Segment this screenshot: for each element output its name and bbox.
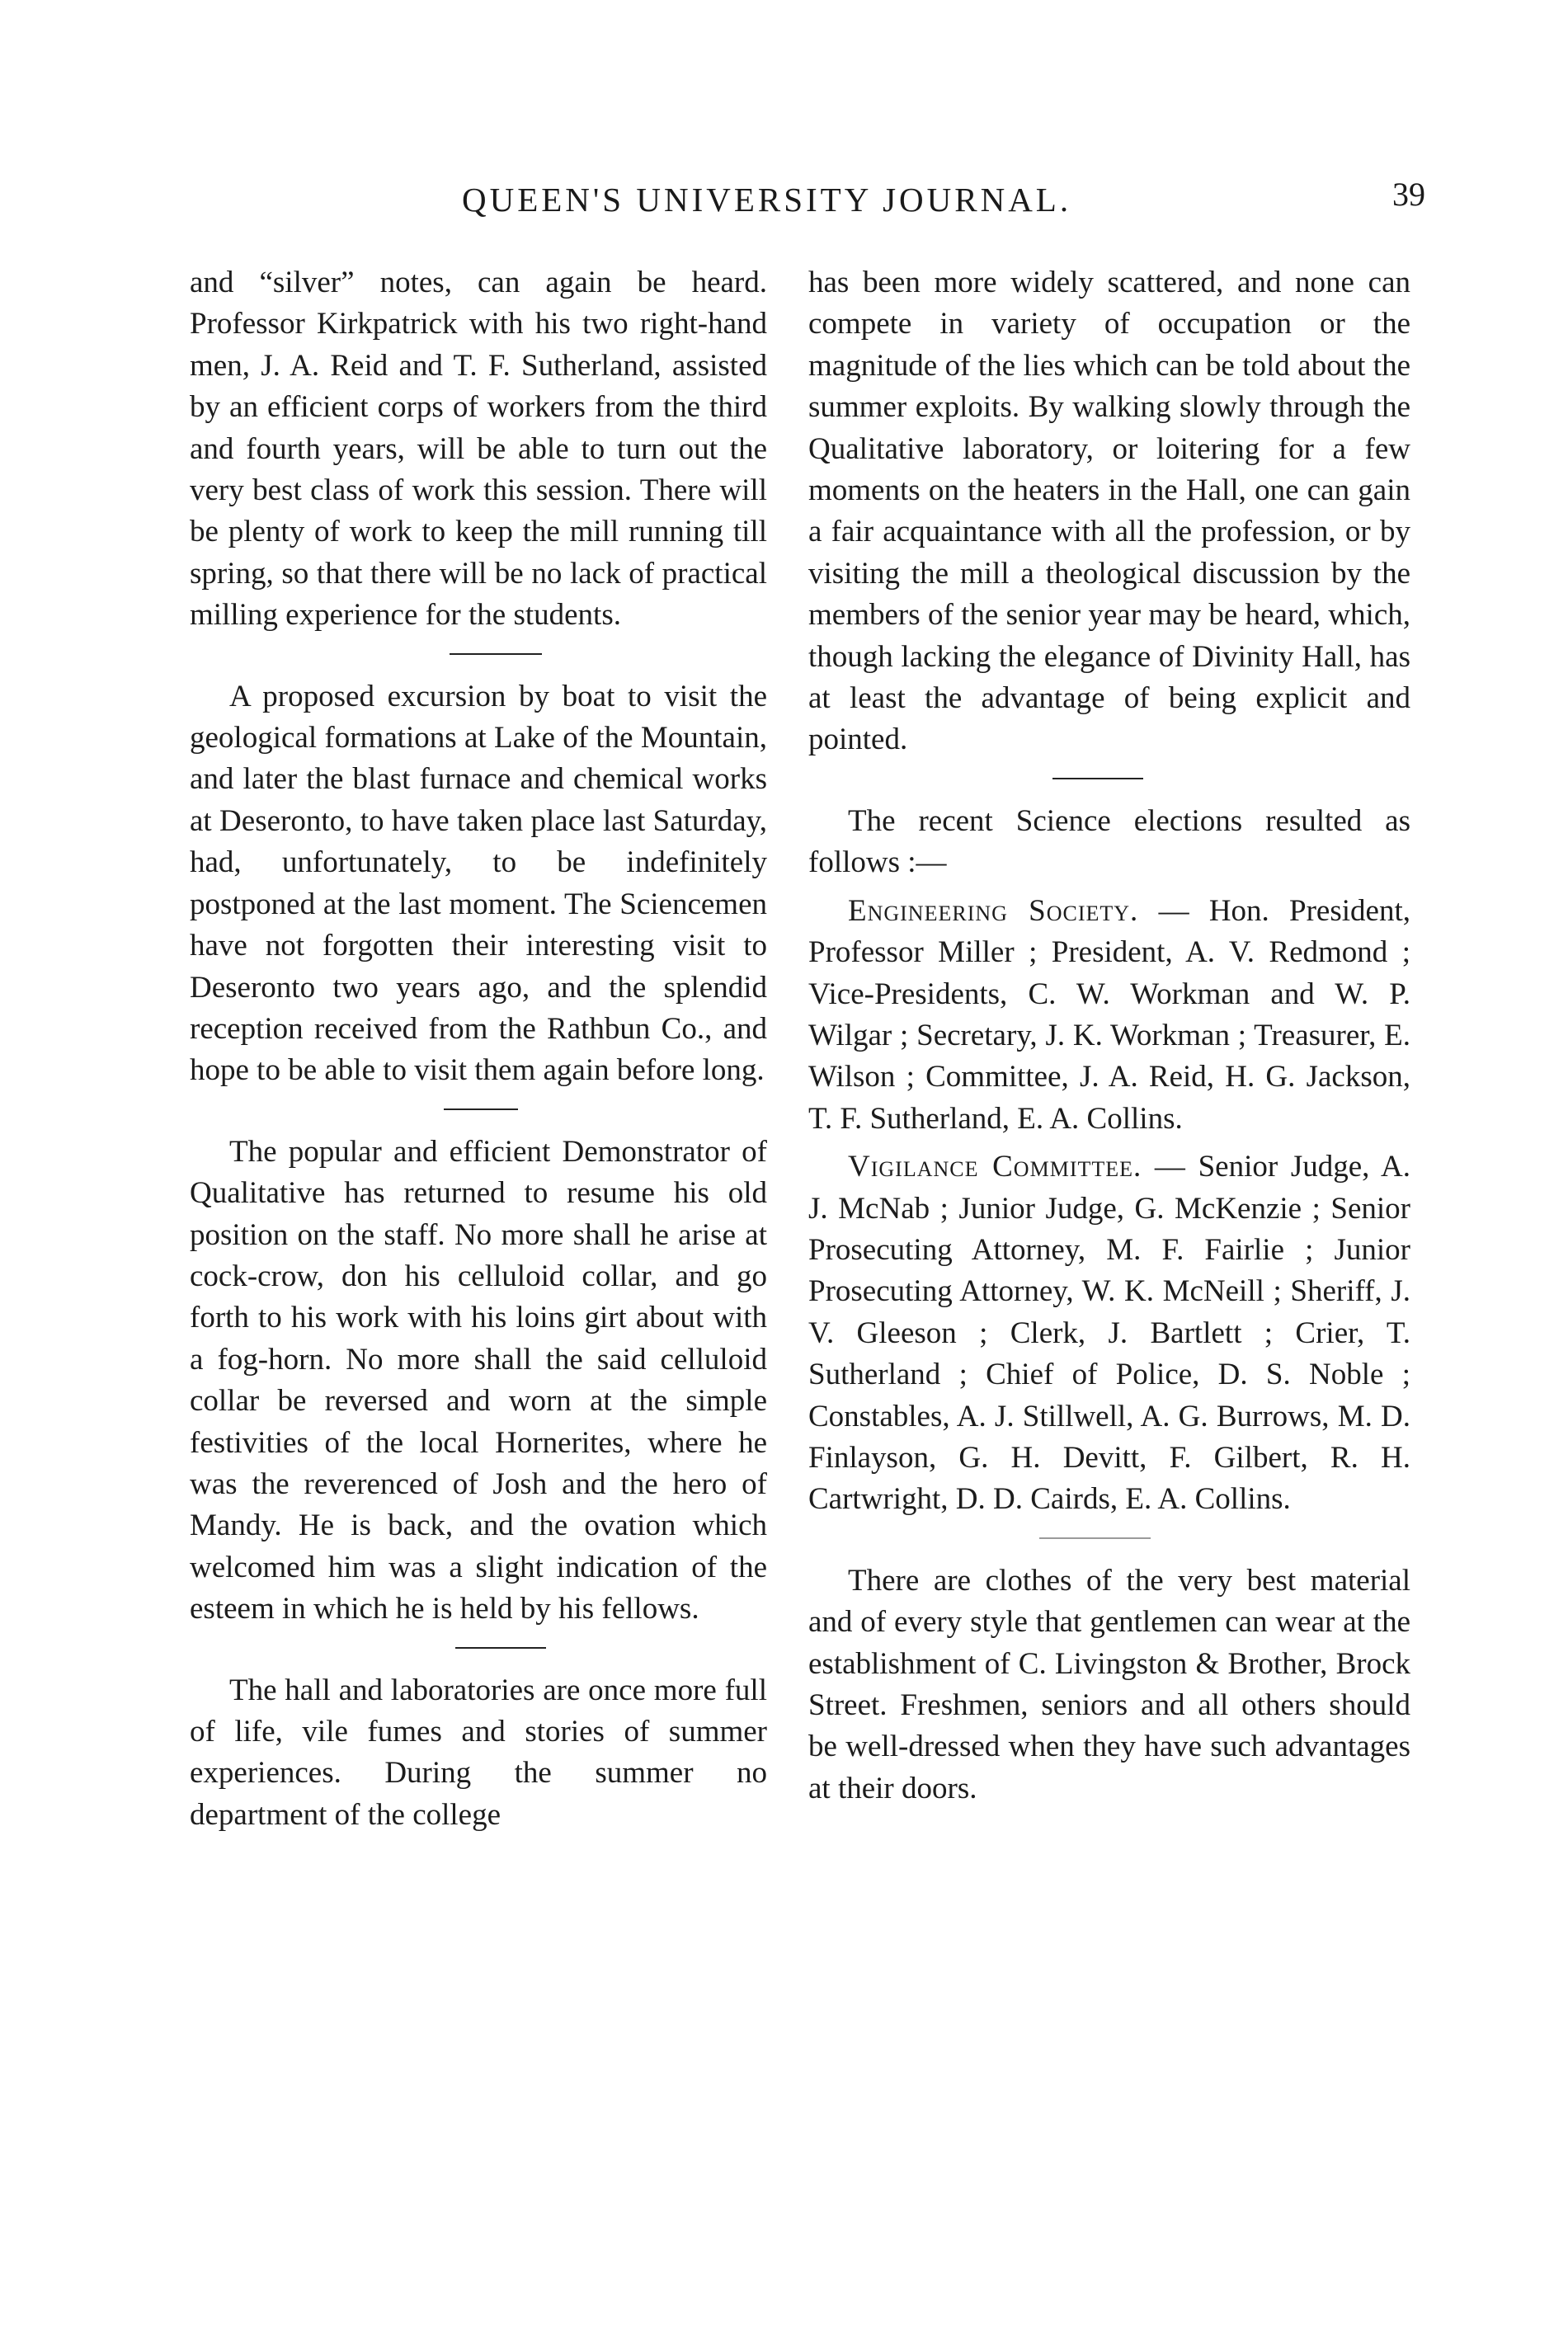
paragraph-livingston-advert: There are clothes of the very best material and of every style that gentlemen can wear at the establishment of C. Livingston & Brother, Brock Street. Freshmen, seniors and all others should be well-dressed when they have such advantages at their doors. bbox=[808, 1563, 1410, 1805]
section-divider bbox=[450, 653, 542, 655]
engineering-society-officers: — Hon. President, Professor Miller ; President, A. V. Redmond ; Vice-Presidents, C. W. Workman and W. P. Wilgar ; Secretary, J. K. Workman ; Treasurer, E. Wilson ; Committee, J. A. Reid, H. G. Jackson, T. F. Sutherland, E. A. Collins. bbox=[808, 893, 1410, 1136]
paragraph-vigilance-committee bbox=[808, 1146, 1410, 1521]
page-number: 39 bbox=[1392, 176, 1425, 213]
section-divider bbox=[1039, 1537, 1151, 1539]
right-column bbox=[808, 262, 1410, 1810]
paragraph-summer-exploits: has been more widely scattered, and none can compete in variety of occupation or the magnitude of the lies which can be told about the summer exploits. By walking slowly through the Qualitative laboratory, or loitering for a few moments on the heaters in the Hall, one can gain a fair acquaintance with all the profession, or by visiting the mill a theological discussion by the members of the senior year may be heard, which, though lacking the elegance of Divinity Hall, has at least the advantage of being explicit and pointed. bbox=[808, 266, 1410, 757]
paragraph-demonstrator: The popular and efficient Demonstrator of Qualitative has returned to resume his old position on the staff. No more shall he arise at cock-crow, don his celluloid collar, and go forth to his work with his loins girt about with a fog-horn. No more shall the said celluloid collar be reversed and worn at the simple festivities of the local Hornerites, where he was the reverenced of Josh and the hero of Mandy. He is back, and the ovation which welcomed him was a slight indication of the esteem in which he is held by his fellows. bbox=[190, 1134, 767, 1626]
paragraph-excursion: A proposed excursion by boat to visit the geological formations at Lake of the Mountain, and later the blast furnace and chemical works at Deseronto, to have taken place last Saturday, had, unfortunately, to be indefinitely postponed at the last moment. The Sciencemen have not forgotten their interesting visit to Deseronto two years ago, and the splendid reception received from the Rathbun Co., and hope to be able to visit them again before long. bbox=[190, 679, 767, 1088]
vigilance-committee-officers: — Senior Judge, A. J. McNab ; Junior Judge, G. McKenzie ; Senior Prosecuting Attorney, M. F. Fairlie ; Junior Prosecuting Attorney, W. K. McNeill ; Sheriff, J. V. Gleeson ; Clerk, J. Bartlett ; Crier, T. Sutherland ; Chief of Police, D. S. Noble ; Constables, A. J. Stillwell, A. G. Burrows, M. D. Finlayson, G. H. Devitt, F. Gilbert, R. H. Cartwright, D. D. Cairds, E. A. Collins. bbox=[808, 1150, 1410, 1517]
vigilance-committee-heading: Vigilance Committee. bbox=[848, 1150, 1142, 1184]
running-header: QUEEN'S UNIVERSITY JOURNAL. bbox=[462, 181, 1072, 219]
paragraph-hall-laboratories: The hall and laboratories are once more full of life, vile fumes and stories of summer experiences. During the summer no department of the college bbox=[190, 1673, 767, 1832]
paragraph-engineering-society bbox=[808, 891, 1410, 1140]
section-divider bbox=[444, 1108, 518, 1110]
section-divider bbox=[455, 1647, 546, 1649]
paragraph-mill-work: and “silver” notes, can again be heard. Professor Kirkpatrick with his two right-hand men, J. A. Reid and T. F. Sutherland, assisted by an efficient corps of workers from the third and fourth years, will be able to turn out the very best class of work this session. There will be plenty of work to keep the mill running till spring, so that there will be no lack of practical milling experience for the students. bbox=[190, 266, 767, 633]
left-column bbox=[190, 262, 767, 1836]
section-divider bbox=[1052, 778, 1143, 779]
paragraph-election-intro: The recent Science elections resulted as follows :— bbox=[808, 803, 1410, 880]
engineering-society-heading: Engineering Society. bbox=[848, 893, 1139, 928]
